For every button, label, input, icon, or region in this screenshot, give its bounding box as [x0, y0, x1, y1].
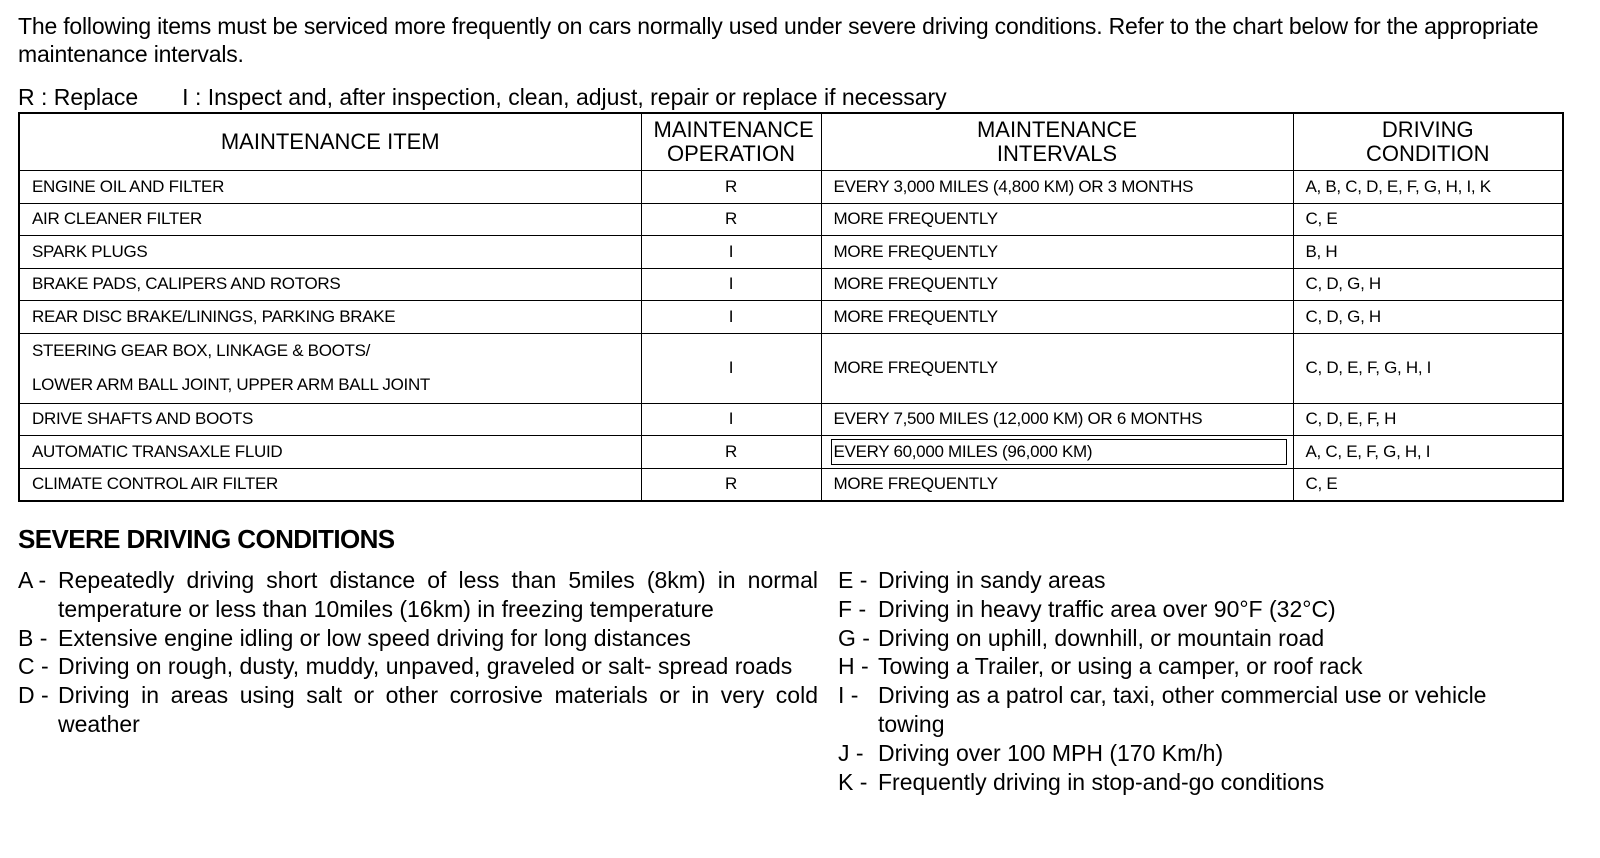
- condition-cell: C, D, E, F, H: [1293, 403, 1563, 436]
- table-row: [19, 468, 1563, 501]
- condition-b: B - Extensive engine idling or low speed driving for long distances: [18, 624, 691, 651]
- conditions-right-column: [838, 566, 1558, 796]
- condition-d: D - Driving in areas using salt or other corrosive materials or in very cold weather: [18, 682, 818, 737]
- interval-cell: MORE FREQUENTLY: [821, 236, 1293, 269]
- item-cell: SPARK PLUGS: [19, 236, 641, 269]
- interval-cell: MORE FREQUENTLY: [821, 468, 1293, 501]
- severe-conditions-title: SEVERE DRIVING CONDITIONS: [18, 524, 395, 554]
- operation-cell: R: [641, 203, 821, 236]
- table-row: [19, 236, 1563, 269]
- operation-cell: R: [641, 436, 821, 469]
- table-row: [19, 268, 1563, 301]
- condition-k: K - Frequently driving in stop-and-go conditions: [838, 768, 1325, 795]
- condition-cell: B, H: [1293, 236, 1563, 269]
- severe-conditions-list: [18, 566, 1584, 796]
- interval-cell: MORE FREQUENTLY: [821, 268, 1293, 301]
- item-cell: REAR DISC BRAKE/LININGS, PARKING BRAKE: [19, 301, 641, 334]
- item-cell: STEERING GEAR BOX, LINKAGE & BOOTS/ LOWER ARM BALL JOINT, UPPER ARM BALL JOINT: [19, 333, 641, 403]
- condition-cell: C, E: [1293, 468, 1563, 501]
- intro-paragraph: The following items must be serviced more frequently on cars normally used under severe driving conditions. Refer to the chart below for the appropriate maintenance intervals.: [18, 13, 1539, 67]
- item-cell: CLIMATE CONTROL AIR FILTER: [19, 468, 641, 501]
- condition-a: A - Repeatedly driving short distance of less than 5miles (8km) in normal temperature or less than 10miles (16km) in freezing temperature: [18, 567, 818, 622]
- condition-cell: C, E: [1293, 203, 1563, 236]
- condition-cell: C, D, E, F, G, H, I: [1293, 333, 1563, 403]
- operation-cell: R: [641, 468, 821, 501]
- table-row: [19, 333, 1563, 403]
- table-header-row: [19, 113, 1563, 171]
- condition-f: F - Driving in heavy traffic area over 90°F (32°C): [838, 595, 1336, 622]
- operation-cell: I: [641, 268, 821, 301]
- header-maintenance-intervals: MAINTENANCE INTERVALS: [821, 113, 1293, 171]
- item-cell: BRAKE PADS, CALIPERS AND ROTORS: [19, 268, 641, 301]
- item-cell: AIR CLEANER FILTER: [19, 203, 641, 236]
- operation-cell: I: [641, 236, 821, 269]
- operation-cell: I: [641, 403, 821, 436]
- condition-h: H - Towing a Trailer, or using a camper, or roof rack: [838, 653, 1363, 680]
- condition-e: E - Driving in sandy areas: [838, 567, 1106, 593]
- condition-j: J - Driving over 100 MPH (170 Km/h): [838, 739, 1224, 766]
- table-row: [19, 203, 1563, 236]
- interval-cell: EVERY 3,000 MILES (4,800 KM) OR 3 MONTHS: [821, 171, 1293, 204]
- highlighted-interval: EVERY 60,000 MILES (96,000 KM): [834, 442, 1284, 462]
- condition-cell: C, D, G, H: [1293, 268, 1563, 301]
- condition-g: G - Driving on uphill, downhill, or mountain road: [838, 624, 1325, 651]
- header-driving-condition: DRIVING CONDITION: [1293, 113, 1563, 171]
- operation-cell: I: [641, 333, 821, 403]
- condition-cell: A, B, C, D, E, F, G, H, I, K: [1293, 171, 1563, 204]
- interval-cell: MORE FREQUENTLY: [821, 301, 1293, 334]
- interval-cell: MORE FREQUENTLY: [821, 333, 1293, 403]
- condition-cell: C, D, G, H: [1293, 301, 1563, 334]
- header-maintenance-operation: MAINTENANCE OPERATION: [641, 113, 821, 171]
- table-row: [19, 171, 1563, 204]
- table-row: [19, 403, 1563, 436]
- conditions-left-column: [18, 566, 818, 796]
- legend: [18, 84, 1584, 110]
- legend-replace: R : Replace: [18, 84, 139, 110]
- interval-cell: MORE FREQUENTLY: [821, 203, 1293, 236]
- header-maintenance-item: MAINTENANCE ITEM: [19, 113, 641, 171]
- maintenance-page: [18, 12, 1584, 796]
- item-cell: AUTOMATIC TRANSAXLE FLUID: [19, 436, 641, 469]
- item-cell: DRIVE SHAFTS AND BOOTS: [19, 403, 641, 436]
- legend-inspect: I : Inspect and, after inspection, clean, adjust, repair or replace if necessary: [182, 84, 947, 110]
- operation-cell: R: [641, 171, 821, 204]
- condition-cell: A, C, E, F, G, H, I: [1293, 436, 1563, 469]
- interval-cell: [821, 436, 1293, 469]
- table-row: [19, 301, 1563, 334]
- condition-c: C - Driving on rough, dusty, muddy, unpaved, graveled or salt- spread roads: [18, 653, 793, 680]
- operation-cell: I: [641, 301, 821, 334]
- table-row: [19, 436, 1563, 469]
- interval-cell: EVERY 7,500 MILES (12,000 KM) OR 6 MONTHS: [821, 403, 1293, 436]
- item-cell: ENGINE OIL AND FILTER: [19, 171, 641, 204]
- condition-i: I - Driving as a patrol car, taxi, other commercial use or vehicle towing: [838, 682, 1487, 737]
- maintenance-table: [18, 112, 1564, 502]
